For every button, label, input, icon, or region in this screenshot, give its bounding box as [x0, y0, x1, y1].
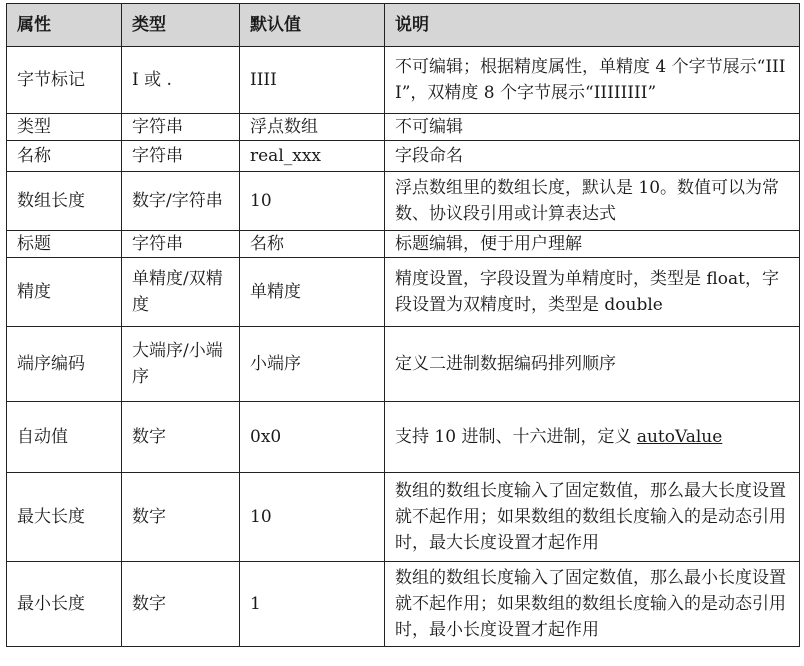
- table-row: [7, 231, 800, 258]
- table-row: [7, 47, 800, 114]
- header-type: 类型: [122, 4, 240, 47]
- cell-attr: 字节标记: [7, 47, 122, 114]
- cell-attr: 最大长度: [7, 473, 122, 562]
- cell-desc: 不可编辑；根据精度属性，单精度 4 个字节展示“IIII”，双精度 8 个字节展示“IIIIIIII”: [385, 47, 800, 114]
- cell-desc: 定义二进制数据编码排列顺序: [385, 327, 800, 402]
- cell-desc: 字段命名: [385, 141, 800, 172]
- cell-default: IIII: [240, 47, 385, 114]
- cell-default: real_xxx: [240, 141, 385, 172]
- cell-desc: 标题编辑，便于用户理解: [385, 231, 800, 258]
- cell-attr: 数组长度: [7, 172, 122, 231]
- table-row: [7, 141, 800, 172]
- cell-type: 数字: [122, 562, 240, 647]
- header-attr: 属性: [7, 4, 122, 47]
- table-row: [7, 473, 800, 562]
- header-default: 默认值: [240, 4, 385, 47]
- cell-default: 小端序: [240, 327, 385, 402]
- cell-type: 大端序/小端序: [122, 327, 240, 402]
- cell-attr: 精度: [7, 258, 122, 327]
- autovalue-term: autoValue: [636, 427, 723, 447]
- cell-default: 1: [240, 562, 385, 647]
- table-row: [7, 258, 800, 327]
- table-body: [7, 47, 800, 647]
- cell-attr: 端序编码: [7, 327, 122, 402]
- header-row: [7, 4, 800, 47]
- cell-attr: 最小长度: [7, 562, 122, 647]
- cell-desc: 不可编辑: [385, 114, 800, 141]
- cell-default: 浮点数组: [240, 114, 385, 141]
- cell-attr: 类型: [7, 114, 122, 141]
- cell-desc: [385, 402, 800, 473]
- property-table: [6, 3, 800, 647]
- cell-type: I 或 .: [122, 47, 240, 114]
- table-row: [7, 402, 800, 473]
- table-header: [7, 4, 800, 47]
- cell-default: 10: [240, 473, 385, 562]
- cell-default: 单精度: [240, 258, 385, 327]
- cell-attr: 名称: [7, 141, 122, 172]
- cell-type: 数字/字符串: [122, 172, 240, 231]
- cell-type: 字符串: [122, 141, 240, 172]
- cell-type: 字符串: [122, 114, 240, 141]
- cell-type: 单精度/双精度: [122, 258, 240, 327]
- cell-attr: 标题: [7, 231, 122, 258]
- cell-desc: 精度设置，字段设置为单精度时，类型是 float，字段设置为双精度时，类型是 double: [385, 258, 800, 327]
- cell-type: 数字: [122, 402, 240, 473]
- table-row: [7, 562, 800, 647]
- cell-desc: 浮点数组里的数组长度，默认是 10。数值可以为常数、协议段引用或计算表达式: [385, 172, 800, 231]
- cell-default: 名称: [240, 231, 385, 258]
- cell-desc: 数组的数组长度输入了固定数值，那么最大长度设置就不起作用；如果数组的数组长度输入的是动态引用时，最大长度设置才起作用: [385, 473, 800, 562]
- cell-type: 字符串: [122, 231, 240, 258]
- cell-desc: 数组的数组长度输入了固定数值，那么最小长度设置就不起作用；如果数组的数组长度输入的是动态引用时，最小长度设置才起作用: [385, 562, 800, 647]
- table-row: [7, 327, 800, 402]
- table-row: [7, 172, 800, 231]
- cell-default: 0x0: [240, 402, 385, 473]
- table-row: [7, 114, 800, 141]
- cell-type: 数字: [122, 473, 240, 562]
- desc-text: 支持 10 进制、十六进制，定义: [395, 427, 637, 447]
- cell-default: 10: [240, 172, 385, 231]
- header-desc: 说明: [385, 4, 800, 47]
- cell-attr: 自动值: [7, 402, 122, 473]
